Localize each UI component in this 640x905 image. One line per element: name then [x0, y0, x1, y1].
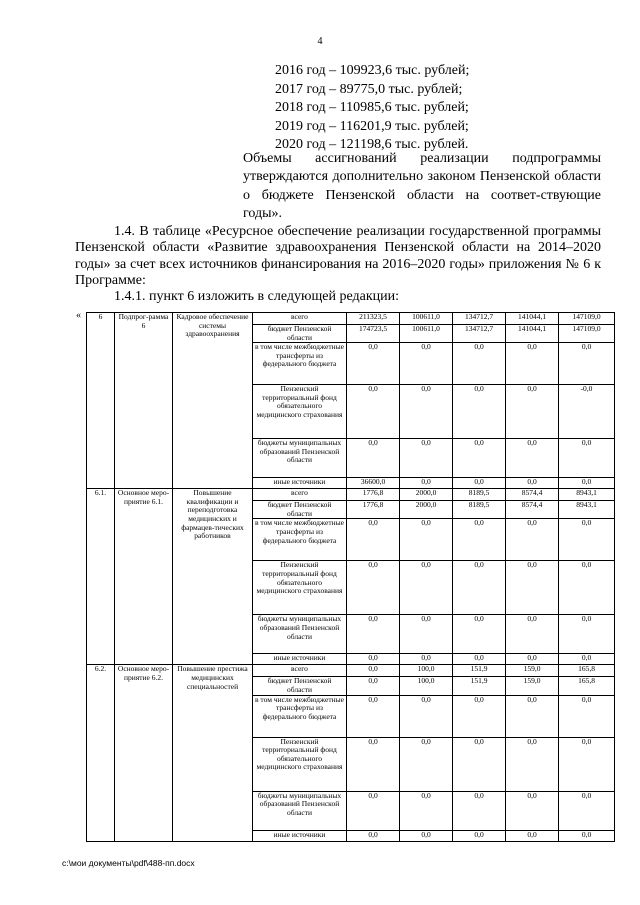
funding-value-cell: 159,0: [506, 665, 559, 677]
funding-source-cell: в том числе межбюджетные трансферты из федерального бюджета: [253, 695, 347, 737]
funding-value-cell: 0,0: [400, 561, 453, 615]
funding-value-cell: 0,0: [559, 561, 615, 615]
funding-value-cell: 0,0: [559, 654, 615, 665]
funding-value-cell: 100611,0: [400, 325, 453, 343]
page-number: 4: [317, 36, 323, 47]
funding-value-cell: 0,0: [559, 737, 615, 791]
group-number-cell: 6: [87, 313, 115, 489]
funding-value-cell: 8574,4: [506, 489, 559, 501]
funding-value-cell: 0,0: [347, 665, 400, 677]
year-funding-line: 2018 год – 110985,6 тыс. рублей;: [275, 100, 469, 116]
funding-value-cell: 0,0: [506, 439, 559, 478]
group-title-cell: Повышение квалификации и переподготовка медицинских и фармацев-тических работников: [173, 489, 253, 665]
group-number-cell: 6.2.: [87, 665, 115, 841]
table-row: [87, 313, 615, 325]
funding-value-cell: 0,0: [400, 830, 453, 841]
funding-value-cell: 0,0: [506, 519, 559, 561]
funding-source-cell: иные источники: [253, 478, 347, 489]
funding-value-cell: 141044,1: [506, 313, 559, 325]
funding-value-cell: 8189,5: [453, 489, 506, 501]
group-number-cell: 6.1.: [87, 489, 115, 665]
funding-source-cell: Пензенский территориальный фонд обязательного медицинского страхования: [253, 737, 347, 791]
group-type-cell: Подпрог-рамма 6: [115, 313, 173, 489]
funding-value-cell: 0,0: [400, 439, 453, 478]
funding-value-cell: 0,0: [506, 385, 559, 439]
funding-value-cell: 0,0: [506, 343, 559, 385]
funding-value-cell: -0,0: [559, 385, 615, 439]
funding-value-cell: 0,0: [347, 737, 400, 791]
funding-value-cell: 0,0: [347, 385, 400, 439]
group-type-cell: Основное меро-приятие 6.1.: [115, 489, 173, 665]
funding-value-cell: 0,0: [400, 791, 453, 830]
year-funding-line: 2019 год – 116201,9 тыс. рублей;: [275, 118, 469, 134]
funding-value-cell: 134712,7: [453, 325, 506, 343]
funding-value-cell: 0,0: [453, 654, 506, 665]
group-type-cell: Основное меро-приятие 6.2.: [115, 665, 173, 841]
funding-value-cell: 0,0: [453, 385, 506, 439]
funding-value-cell: 0,0: [400, 478, 453, 489]
funding-source-cell: иные источники: [253, 654, 347, 665]
funding-value-cell: 0,0: [453, 343, 506, 385]
funding-value-cell: 1776,8: [347, 501, 400, 519]
funding-value-cell: 151,9: [453, 677, 506, 695]
funding-value-cell: 0,0: [506, 791, 559, 830]
funding-value-cell: 0,0: [347, 695, 400, 737]
funding-value-cell: 0,0: [347, 519, 400, 561]
funding-value-cell: 159,0: [506, 677, 559, 695]
funding-value-cell: 0,0: [453, 737, 506, 791]
opening-quote-mark: «: [76, 310, 81, 321]
funding-source-cell: бюджеты муниципальных образований Пензенской области: [253, 615, 347, 654]
funding-value-cell: 0,0: [400, 695, 453, 737]
funding-value-cell: 0,0: [559, 519, 615, 561]
paragraph-1-4-1: 1.4.1. пункт 6 изложить в следующей редакции:: [114, 289, 399, 304]
funding-value-cell: 8189,5: [453, 501, 506, 519]
funding-value-cell: 0,0: [453, 478, 506, 489]
funding-value-cell: 0,0: [347, 830, 400, 841]
funding-value-cell: 147109,0: [559, 325, 615, 343]
funding-value-cell: 0,0: [506, 654, 559, 665]
table-row: [87, 665, 615, 677]
funding-value-cell: 100611,0: [400, 313, 453, 325]
funding-value-cell: 8943,1: [559, 489, 615, 501]
funding-value-cell: 211323,5: [347, 313, 400, 325]
funding-value-cell: 0,0: [453, 561, 506, 615]
funding-value-cell: 0,0: [400, 654, 453, 665]
funding-value-cell: 0,0: [559, 478, 615, 489]
funding-value-cell: 0,0: [347, 439, 400, 478]
funding-value-cell: 0,0: [400, 519, 453, 561]
funding-value-cell: 0,0: [347, 615, 400, 654]
funding-source-cell: всего: [253, 313, 347, 325]
funding-value-cell: 0,0: [347, 791, 400, 830]
funding-value-cell: 0,0: [453, 519, 506, 561]
funding-value-cell: 0,0: [506, 830, 559, 841]
resource-table: [86, 312, 615, 842]
funding-value-cell: 134712,7: [453, 313, 506, 325]
funding-value-cell: 0,0: [559, 343, 615, 385]
funding-value-cell: 147109,0: [559, 313, 615, 325]
funding-value-cell: 0,0: [453, 615, 506, 654]
funding-source-cell: Пензенский территориальный фонд обязательного медицинского страхования: [253, 561, 347, 615]
funding-value-cell: 0,0: [559, 830, 615, 841]
funding-source-cell: бюджет Пензенской области: [253, 325, 347, 343]
funding-value-cell: 8574,4: [506, 501, 559, 519]
funding-value-cell: 0,0: [559, 695, 615, 737]
funding-value-cell: 0,0: [347, 677, 400, 695]
funding-value-cell: 174723,5: [347, 325, 400, 343]
funding-value-cell: 2000,0: [400, 501, 453, 519]
funding-value-cell: 0,0: [347, 561, 400, 615]
funding-value-cell: 0,0: [347, 343, 400, 385]
funding-value-cell: 0,0: [506, 615, 559, 654]
funding-value-cell: 0,0: [453, 695, 506, 737]
funding-value-cell: 0,0: [559, 791, 615, 830]
funding-value-cell: 100,0: [400, 677, 453, 695]
yearly-funding-list: [275, 62, 469, 155]
funding-value-cell: 2000,0: [400, 489, 453, 501]
funding-source-cell: в том числе межбюджетные трансферты из федерального бюджета: [253, 519, 347, 561]
funding-value-cell: 0,0: [559, 615, 615, 654]
funding-source-cell: иные источники: [253, 830, 347, 841]
funding-conclusion: Объемы ассигнований реализации подпрограммы утверждаются дополнительно законом Пензенской области о бюджете Пензенской области на соответ-ствующие годы».: [243, 151, 601, 222]
funding-source-cell: бюджет Пензенской области: [253, 501, 347, 519]
funding-value-cell: 141044,1: [506, 325, 559, 343]
group-title-cell: Кадровое обеспечение системы здравоохранения: [173, 313, 253, 489]
funding-value-cell: 0,0: [453, 830, 506, 841]
funding-value-cell: 0,0: [400, 343, 453, 385]
funding-value-cell: 165,8: [559, 677, 615, 695]
funding-value-cell: 0,0: [400, 737, 453, 791]
funding-value-cell: 0,0: [400, 615, 453, 654]
group-title-cell: Повышение престижа медицинских специальностей: [173, 665, 253, 841]
funding-value-cell: 36600,0: [347, 478, 400, 489]
paragraph-1-4: 1.4. В таблице «Ресурсное обеспечение реализации государственной программы Пензенской области «Развитие здравоохранения Пензенской области на 2014–2020 годы» за счет всех источников финансирования на 2016–2020 годы» приложения № 6 к Программе:: [75, 224, 601, 289]
funding-source-cell: бюджеты муниципальных образований Пензенской области: [253, 439, 347, 478]
year-funding-line: 2017 год – 89775,0 тыс. рублей;: [275, 81, 463, 97]
funding-value-cell: 0,0: [506, 737, 559, 791]
funding-value-cell: 0,0: [453, 791, 506, 830]
file-path-footer: c:\мои документы\pdf\488-пп.docx: [62, 858, 195, 868]
funding-value-cell: 0,0: [559, 439, 615, 478]
funding-source-cell: бюджеты муниципальных образований Пензенской области: [253, 791, 347, 830]
funding-value-cell: 0,0: [506, 695, 559, 737]
funding-value-cell: 151,9: [453, 665, 506, 677]
funding-value-cell: 0,0: [506, 478, 559, 489]
funding-value-cell: 165,8: [559, 665, 615, 677]
year-funding-line: 2016 год – 109923,6 тыс. рублей;: [275, 63, 470, 78]
funding-value-cell: 0,0: [347, 654, 400, 665]
funding-value-cell: 8943,1: [559, 501, 615, 519]
funding-source-cell: бюджет Пензенской области: [253, 677, 347, 695]
funding-value-cell: 0,0: [506, 561, 559, 615]
funding-source-cell: всего: [253, 489, 347, 501]
funding-value-cell: 0,0: [400, 385, 453, 439]
funding-value-cell: 1776,8: [347, 489, 400, 501]
year-funding-line: 2020 год – 121198,6 тыс. рублей.: [275, 137, 469, 153]
funding-value-cell: 0,0: [453, 439, 506, 478]
table-row: [87, 489, 615, 501]
funding-source-cell: Пензенский территориальный фонд обязательного медицинского страхования: [253, 385, 347, 439]
funding-source-cell: всего: [253, 665, 347, 677]
funding-value-cell: 100,0: [400, 665, 453, 677]
funding-source-cell: в том числе межбюджетные трансферты из федерального бюджета: [253, 343, 347, 385]
